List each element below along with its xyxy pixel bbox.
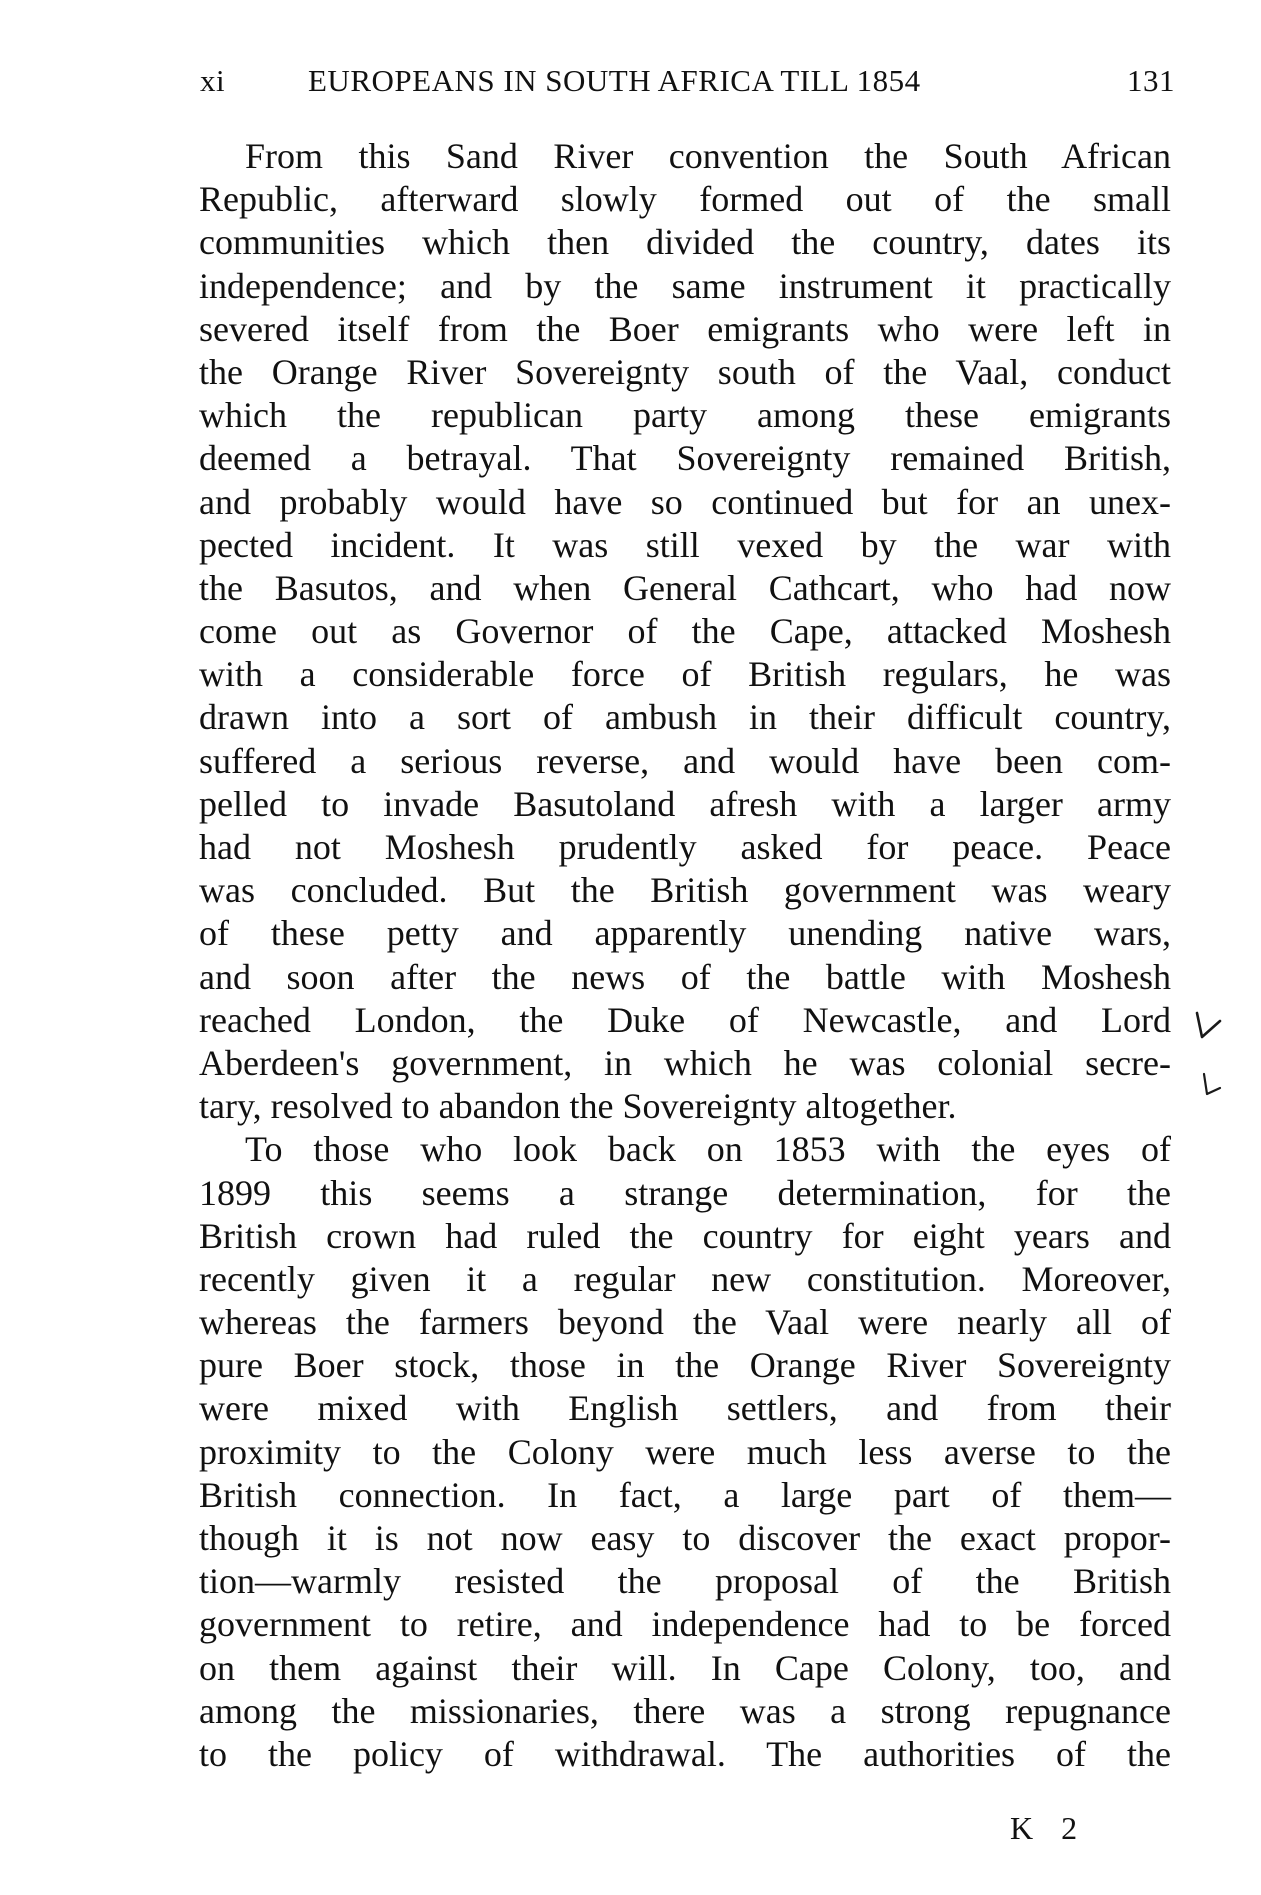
page-number: 131 [1127, 63, 1175, 98]
text-line: to the policy of withdrawal. The authorities of the [199, 1733, 1171, 1774]
body-text [199, 135, 1171, 1776]
text-line: pelled to invade Basutoland afresh with a larger army [199, 783, 1171, 824]
text-line: From this Sand River convention the South African [245, 136, 1171, 176]
text-line: communities which then divided the country, dates its [199, 222, 1171, 263]
paragraph-2 [199, 1128, 1171, 1776]
text-line: government to retire, and independence had to be forced [199, 1604, 1171, 1645]
running-head [200, 56, 1175, 106]
running-title: EUROPEANS IN SOUTH AFRICA TILL 1854 [308, 63, 921, 98]
text-line: whereas the farmers beyond the Vaal were nearly all of [199, 1302, 1171, 1343]
text-line: drawn into a sort of ambush in their difficult country, [199, 697, 1171, 738]
text-line: the Basutos, and when General Cathcart, who had now [199, 567, 1171, 608]
text-line: among the missionaries, there was a strong repugnance [199, 1690, 1171, 1731]
handwritten-tick-mark [1198, 1066, 1228, 1106]
text-line: was concluded. But the British government was weary [199, 870, 1171, 911]
text-line: and probably would have so continued but for an unex- [199, 481, 1171, 522]
handwritten-tick-mark [1193, 1007, 1223, 1047]
text-line: were mixed with English settlers, and from their [199, 1388, 1171, 1429]
paragraph-1 [199, 135, 1171, 1128]
printer-signature-mark: K 2 [1010, 1810, 1088, 1846]
text-line: tion—warmly resisted the proposal of the British [199, 1561, 1171, 1602]
text-line: 1899 this seems a strange determination, for the [199, 1172, 1171, 1213]
text-line: suffered a serious reverse, and would have been com- [199, 740, 1171, 781]
text-line: on them against their will. In Cape Colony, too, and [199, 1647, 1171, 1688]
text-line: and soon after the news of the battle with Moshesh [199, 956, 1171, 997]
text-line: British connection. In fact, a large part of them— [199, 1474, 1171, 1515]
text-line: tary, resolved to abandon the Sovereignty altogether. [199, 1086, 957, 1127]
text-line: had not Moshesh prudently asked for peace. Peace [199, 827, 1171, 867]
chapter-number: xi [200, 63, 226, 98]
text-line: of these petty and apparently unending native wars, [199, 913, 1171, 954]
text-line: severed itself from the Boer emigrants who were left in [199, 308, 1171, 349]
text-line: reached London, the Duke of Newcastle, and Lord [199, 999, 1171, 1040]
text-line: come out as Governor of the Cape, attacked Moshesh [199, 611, 1171, 652]
text-line: To those who look back on 1853 with the eyes of [245, 1129, 1171, 1170]
text-line: the Orange River Sovereignty south of the Vaal, conduct [199, 351, 1171, 392]
text-line: independence; and by the same instrument it practically [199, 265, 1171, 306]
text-line: Aberdeen's government, in which he was colonial secre- [199, 1042, 1171, 1083]
text-line: pure Boer stock, those in the Orange River Sovereignty [199, 1345, 1171, 1386]
text-line: deemed a betrayal. That Sovereignty remained British, [199, 438, 1171, 479]
text-line: British crown had ruled the country for eight years and [199, 1215, 1171, 1256]
text-line: which the republican party among these emigrants [199, 395, 1171, 436]
text-line: with a considerable force of British regulars, he was [199, 654, 1171, 695]
text-line: recently given it a regular new constitution. Moreover, [199, 1258, 1171, 1299]
text-line: though it is not now easy to discover the exact propor- [199, 1518, 1171, 1558]
text-line: pected incident. It was still vexed by the war with [199, 524, 1171, 565]
text-line: Republic, afterward slowly formed out of the small [199, 179, 1171, 220]
text-line: proximity to the Colony were much less averse to the [199, 1431, 1171, 1472]
